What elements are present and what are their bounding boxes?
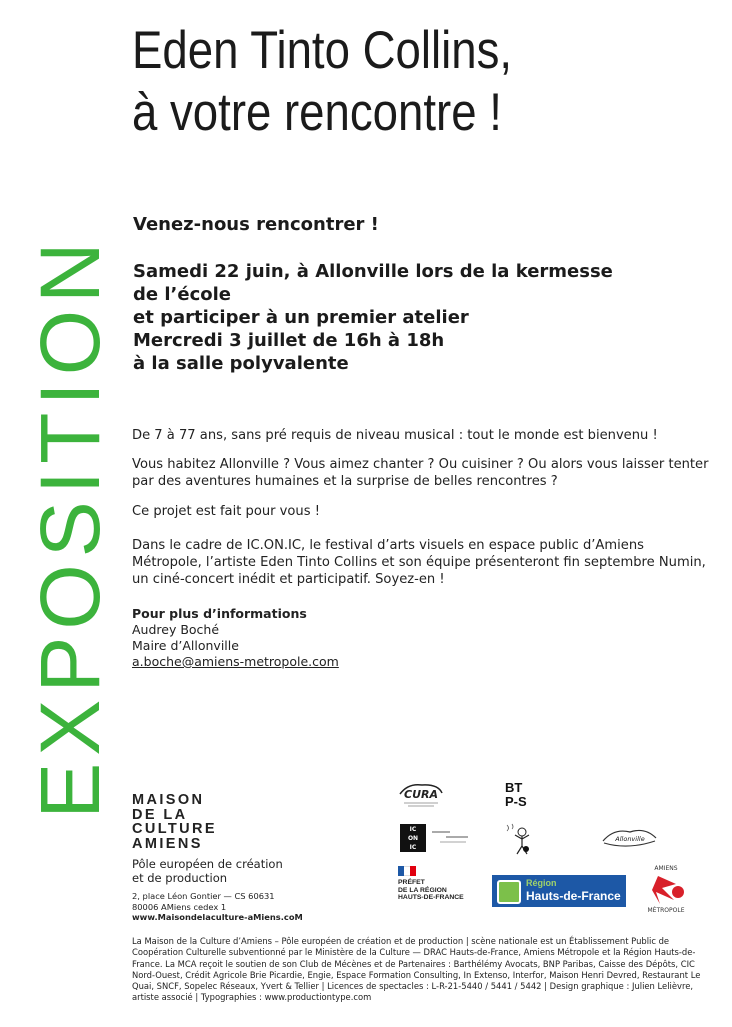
mca-subtitle [132, 857, 283, 885]
address-line: 80006 AMiens cedex 1 [132, 901, 227, 912]
region-logo-line: Hauts-de-France [526, 889, 621, 903]
prefet-logo-line: PRÉFET [398, 879, 425, 886]
prefet-logo-line: DE LA RÉGION [398, 886, 447, 894]
event-line: à la salle polyvalente [133, 353, 349, 374]
event-line: et participer à un premier atelier [133, 307, 469, 328]
event-line: Mercredi 3 juillet de 16h à 18h [133, 330, 445, 351]
metropole-logo-text: MÉTROPOLE [647, 907, 685, 914]
mca-address [132, 891, 303, 923]
allonville-logo-text: Allonville [615, 835, 645, 843]
paragraph-invitation: Vous habitez Allonville ? Vous aimez chanter ? Ou cuisiner ? Ou alors vous laisser tenter par des aventures humaines et la surprise de belles rencontres ? [132, 457, 709, 489]
mca-logo [132, 793, 217, 851]
contact-email-link[interactable]: a.boche@amiens-metropole.com [132, 654, 339, 669]
btp-logo [505, 781, 527, 809]
contact-role: Maire d’Allonville [132, 638, 239, 653]
amiens-logo-text: AMIENS [654, 865, 678, 872]
event-line: Samedi 22 juin, à Allonville lors de la kermesse [133, 261, 613, 282]
iconic-logo-line: ON [407, 835, 419, 842]
paragraph-audience: De 7 à 77 ans, sans pré requis de niveau musical : tout le monde est bienvenu ! [132, 428, 658, 443]
iconic-logo-line: IC [409, 826, 417, 833]
address-line: 2, place Léon Gontier — CS 60631 [132, 891, 275, 901]
paragraph-for-you: Ce projet est fait pour vous ! [132, 504, 320, 519]
title-line-1: Eden Tinto Collins, [132, 21, 513, 80]
allonville-logo [600, 823, 658, 849]
event-details [133, 260, 732, 375]
btp-logo-line: P-S [505, 794, 527, 809]
contact-info [132, 606, 339, 670]
paragraph-context: Dans le cadre de IC.ON.IC, le festival d’arts visuels en espace public d’Amiens Métropole, l’artiste Eden Tinto Collins et son équipe présenteront fin septembre Numin, un ciné-concert inédit et participatif. Soyez-en ! [132, 538, 706, 587]
mca-website[interactable]: www.Maisondelaculture-aMiens.coM [132, 912, 303, 922]
event-line: de l’école [133, 284, 231, 305]
btp-logo-line: BT [505, 780, 523, 795]
iconic-logo [400, 824, 426, 852]
iconic-text-mark [432, 828, 472, 848]
prefet-logo-line: HAUTS-DE-FRANCE [398, 894, 464, 901]
figure-illustration-icon [504, 822, 538, 856]
contact-name: Audrey Boché [132, 622, 220, 637]
cura-logo-text: CURA [404, 788, 438, 801]
title-line-2: à votre rencontre ! [132, 83, 502, 142]
page-title [132, 20, 639, 144]
mca-logo-line: MAISON [132, 792, 205, 808]
mca-logo-line: CULTURE [132, 821, 217, 837]
region-logo-line: Région [526, 878, 557, 888]
prefet-logo [398, 866, 464, 902]
exposition-vertical-title: EXPOSITION [23, 235, 117, 819]
mca-subtitle-line: Pôle européen de création [132, 857, 283, 871]
amiens-metropole-logo [642, 862, 690, 914]
iconic-logo-line: IC [409, 844, 417, 851]
subheading: Venez-nous rencontrer ! [133, 214, 379, 235]
mca-logo-line: AMIENS [132, 835, 203, 852]
mca-subtitle-line: et de production [132, 871, 228, 885]
contact-title: Pour plus d’informations [132, 606, 307, 621]
mca-logo-line: DE LA [132, 806, 188, 823]
region-hdf-logo [492, 875, 626, 907]
footer-credits: La Maison de la Culture d’Amiens – Pôle européen de création et de production | scène nationale est un Établissement Public de Coopération Culturelle subventionné par le Ministère de la Culture — DRAC Hauts-de-France, Amiens Métropole et la Région Hauts-de-France. La MCA reçoit le soutien de son Club de Mécènes et de Partenaires : Barthélémy Avocats, BNP Paribas, Caisse des Dépôts, CIC Nord-Ouest, Crédit Agricole Brie Picardie, Engie, Espace Formation Consulting, In Extenso, Interfor, Maison Henri Devred, Restaurant Le Quai, SNCF, Sopelec Réseaux, Yvert & Tellier | Licences de spectacles : L-R-21-5440 / 5441 / 5442 | Design graphique : Julien Lelièvre, artiste associé | Typographies : www.productiontype.com [132, 936, 701, 1003]
cura-logo [398, 781, 444, 809]
